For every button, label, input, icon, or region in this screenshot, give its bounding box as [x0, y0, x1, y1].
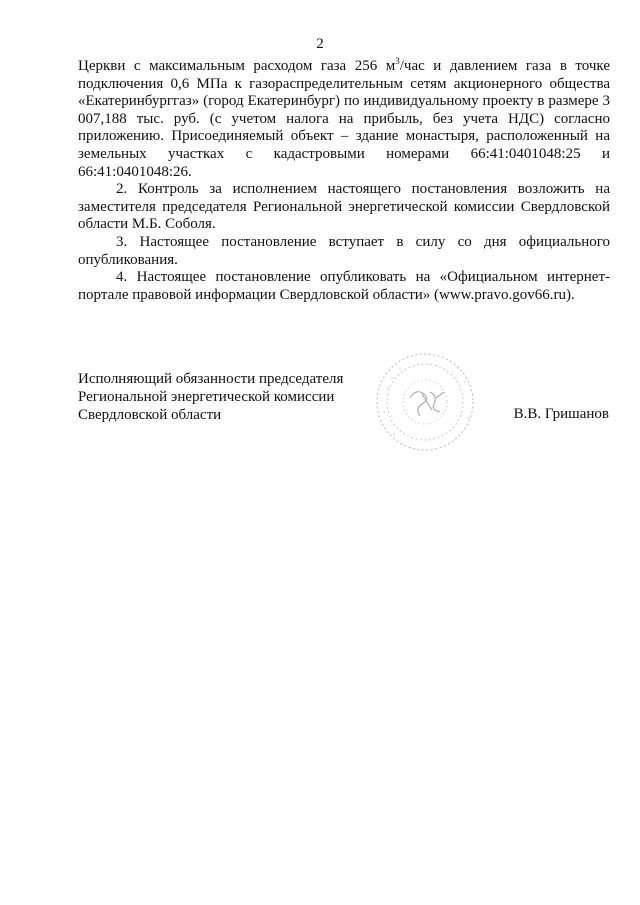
- cubic-superscript: 3: [395, 56, 400, 66]
- document-body: [78, 58, 610, 304]
- paragraph-1-text-end: /час и давлением газа в точке подключения 0,6 МПа к газораспределительным сетям акционерного общества «Екатеринбурггаз» (город Екатеринбург) по индивидуальному проекту в размере 3 007,188 тыс. руб. (с учетом налога на прибыль, без учета НДС) согласно приложению. Присоединяемый объект – здание монастыря, расположенный на земельных участках с кадастровыми номерами 66:41:0401048:25 и 66:41:0401048:26.: [78, 58, 611, 180]
- signatory-position-line-1: Исполняющий обязанности председателя: [78, 371, 344, 387]
- paragraph-4: 4. Настоящее постановление опубликовать на «Официальном интернет-портале правовой информации Свердловской области» (www.pravo.gov66.ru).: [78, 269, 610, 303]
- paragraph-1: [78, 58, 610, 181]
- signatory-position-line-3: Свердловской области: [78, 407, 222, 423]
- paragraph-2: 2. Контроль за исполнением настоящего постановления возложить на заместителя председателя Региональной энергетической комиссии Свердловской области М.Б. Соболя.: [78, 181, 610, 233]
- signatory-position: [78, 370, 378, 424]
- signatory-name: В.В. Гришанов: [513, 406, 609, 422]
- faint-circular-seal-icon: [370, 348, 480, 456]
- paragraph-1-text-start: Церкви с максимальным расходом газа 256 м: [78, 58, 396, 74]
- page-number: 2: [316, 36, 324, 52]
- signatory-position-line-2: Региональной энергетической комиссии: [78, 389, 335, 405]
- paragraph-3: 3. Настоящее постановление вступает в силу со дня официального опубликования.: [78, 233, 610, 268]
